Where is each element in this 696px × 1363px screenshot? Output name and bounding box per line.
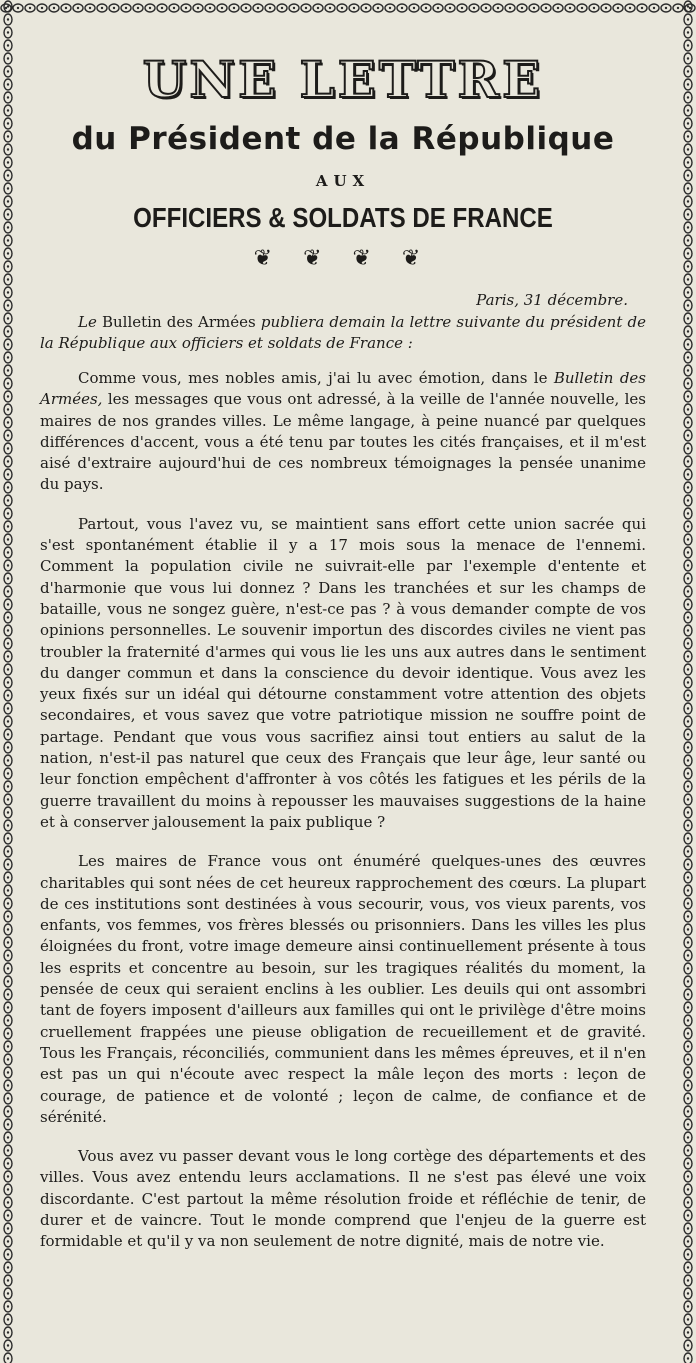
intro-le: Le [78, 313, 97, 331]
p1-rest: les messages que vous ont adressé, à la veille de l'année nouvelle, les maires de nos grandes villes. Le même langage, à peine nuancé par quelques différences d'accent, vous a été tenu par toutes les cités françaises, et il m'est aisé d'extraire aujourd'hui de ces nombreux témoignages la pensée unanime du pays. [40, 390, 646, 494]
intro-bulletin: Bulletin des Armées [101, 313, 256, 331]
ornamental-border-left [0, 0, 16, 1363]
dateline-text: Paris, 31 décembre. [476, 291, 628, 309]
headline-subtitle: du Président de la République [71, 121, 615, 157]
ornamental-border-right [680, 0, 696, 1363]
headline-aux: AUX [315, 172, 371, 190]
letter-paragraph-3: Les maires de France vous ont énuméré quelques-unes des œuvres charitables qui sont nées de cet heureux rapprochement des cœurs. La plupart de ces institutions sont destinées à vous secourir, vous, vos vieux parents, vos enfants, vos femmes, vos frères blessés ou prisonniers. Dans les villes les plus éloignées du front, votre image demeure ainsi continuellement présente à tous les esprits et concentre au besoin, sur les tragiques réalités du moment, la pensée de ceux qui seraient enclins à les oublier. Les deuils qui ont assombri tant de foyers imposent d'ailleurs aux familles qui ont le privilège d'être moins cruellement frappées une pieuse obligation de recueillement et de gravité. Tous les Français, réconciliés, communient dans les mêmes épreuves, et il n'en est pas un qui n'écoute avec respect la mâle leçon des morts : leçon de courage, de patience et de volonté ; leçon de calme, de confiance et de sérénité. [40, 852, 646, 1126]
headline-recipients: OFFICIERS & SOLDATS DE FRANCE [133, 202, 553, 233]
p1-start: Comme vous, mes nobles amis, j'ai lu avec émotion, dans le [78, 369, 548, 387]
headline-title: UNE LETTRE [142, 50, 544, 109]
fleuron-ornament-icon: ❦ ❦ ❦ ❦ [253, 246, 433, 271]
ornamental-border-top [0, 0, 696, 16]
chain-border-icon [680, 0, 696, 1363]
intro-rest: publiera demain la lettre suivante du président de la République aux officiers et soldats de France : [40, 313, 646, 352]
p1-bulletin: Bulletin des Armées, [40, 369, 646, 409]
dateline [40, 290, 628, 310]
letter-paragraph-1 [40, 368, 646, 496]
intro-paragraph [40, 312, 646, 354]
article [40, 18, 646, 1253]
chain-border-icon [0, 0, 696, 16]
letter-paragraph-2: Partout, vous l'avez vu, se maintient sans effort cette union sacrée qui s'est spontanément établie il y a 17 mois sous la menace de l'ennemi. Comment la population civile ne suivrait-elle par l'exemple d'entente et d'harmonie que vous lui donnez ? Dans les tranchées et sur les champs de bataille, vous ne songez guère, n'est-ce pas ? à vous demander compte de vos opinions personnelles. Le souvenir importun des discordes civiles ne vient pas troubler la fraternité d'armes qui vous lie les uns aux autres dans le sentiment du danger commun et dans la conscience du devoir identique. Vous avez les yeux fixés sur un idéal qui détourne constamment votre attention des objets secondaires, et vous savez que votre patriotique mission ne souffre point de partage. Pendant que vous vous sacrifiez ainsi tout entiers au salut de la nation, n'est-il pas naturel que ceux des Français que leur âge, leur santé ou leur fonction empêchent d'affronter à vos côtés les fatigues et les périls de la guerre travaillent du moins à repousser les mauvaises suggestions de la haine et à conserver jalousement la paix publique ? [40, 514, 646, 831]
chain-border-icon [0, 0, 16, 1363]
letter-paragraph-4: Vous avez vu passer devant vous le long cortège des départements et des villes. Vous avez entendu leurs acclamations. Il ne s'est pas élevé une voix discordante. C'est partout la même résolution froide et réfléchie de tenir, de durer et de vaincre. Tout le monde comprend que l'enjeu de la guerre est formidable et qu'il y va non seulement de notre dignité, mais de notre vie. [40, 1147, 646, 1251]
